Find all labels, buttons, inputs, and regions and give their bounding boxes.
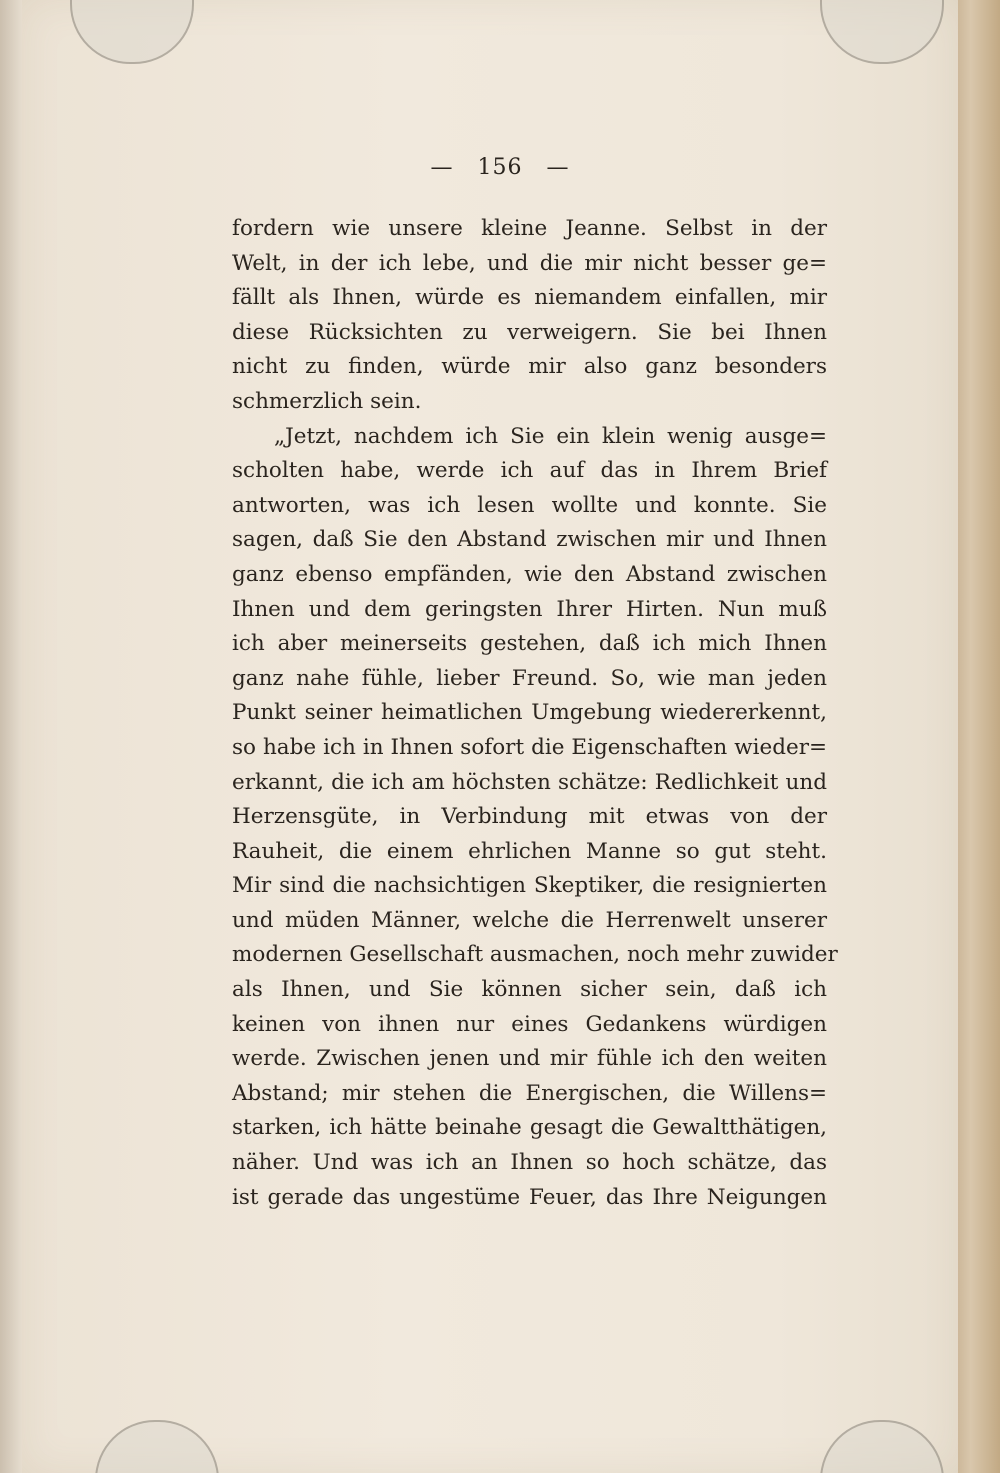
text-line: Mir sind die nachsichtigen Skeptiker, die resignierten (232, 873, 827, 899)
text-line: ganz ebenso empfänden, wie den Abstand zwischen (232, 561, 827, 587)
text-line: Rauheit, die einem ehrlichen Manne so gut steht. (232, 838, 827, 864)
text-line: fordern wie unsere kleine Jeanne. Selbst in der (232, 216, 827, 241)
text-line: sagen, daß Sie den Abstand zwischen mir und Ihnen (232, 527, 827, 553)
text-line: Punkt seiner heimatlichen Umgebung wiedererkennt, (232, 700, 827, 726)
page-number: 156 (477, 155, 523, 180)
text-line: ist gerade das ungestüme Feuer, das Ihre Neigungen (232, 1184, 827, 1210)
text-line: als Ihnen, und Sie können sicher sein, daß ich (232, 977, 827, 1003)
header-dash-right: — (546, 155, 570, 180)
text-line: Welt, in der ich lebe, und die mir nicht besser ge= (232, 250, 827, 276)
text-line: näher. Und was ich an Ihnen so hoch schätze, das (232, 1150, 827, 1176)
text-line: erkannt, die ich am höchsten schätze: Redlichkeit und (232, 769, 827, 795)
text-line: modernen Gesellschaft ausmachen, noch mehr zuwider (232, 942, 838, 968)
body-text (232, 212, 838, 1215)
text-line: fällt als Ihnen, würde es niemandem einfallen, mir (232, 285, 827, 311)
text-line: scholten habe, werde ich auf das in Ihrem Brief (232, 458, 827, 484)
left-page-edge (0, 0, 22, 1473)
text-line: starken, ich hätte beinahe gesagt die Gewaltthätigen, (232, 1115, 827, 1141)
text-line: Herzensgüte, in Verbindung mit etwas von der (232, 804, 827, 830)
text-line: antworten, was ich lesen wollte und konnte. Sie (232, 492, 827, 518)
text-line: Abstand; mir stehen die Energischen, die Willens= (232, 1080, 827, 1106)
text-line: werde. Zwischen jenen und mir fühle ich den weiten (232, 1046, 827, 1072)
text-line: schmerzlich sein. (232, 388, 422, 414)
text-line: ganz nahe fühle, lieber Freund. So, wie man jeden (232, 665, 827, 691)
text-line: diese Rücksichten zu verweigern. Sie bei Ihnen (232, 319, 827, 345)
text-line: „Jetzt, nachdem ich Sie ein klein wenig ausge= (274, 423, 827, 449)
page-header (0, 155, 1000, 180)
text-line: Ihnen und dem geringsten Ihrer Hirten. Nun muß (232, 596, 827, 622)
text-line: so habe ich in Ihnen sofort die Eigenschaften wieder= (232, 734, 827, 760)
text-line: ich aber meinerseits gestehen, daß ich mich Ihnen (232, 631, 827, 657)
text-line: und müden Männer, welche die Herrenwelt unserer (232, 907, 827, 933)
text-line: keinen von ihnen nur eines Gedankens würdigen (232, 1011, 827, 1037)
header-dash-left: — (430, 155, 454, 180)
text-line: nicht zu finden, würde mir also ganz besonders (232, 354, 827, 380)
right-page-edge (958, 0, 1000, 1473)
